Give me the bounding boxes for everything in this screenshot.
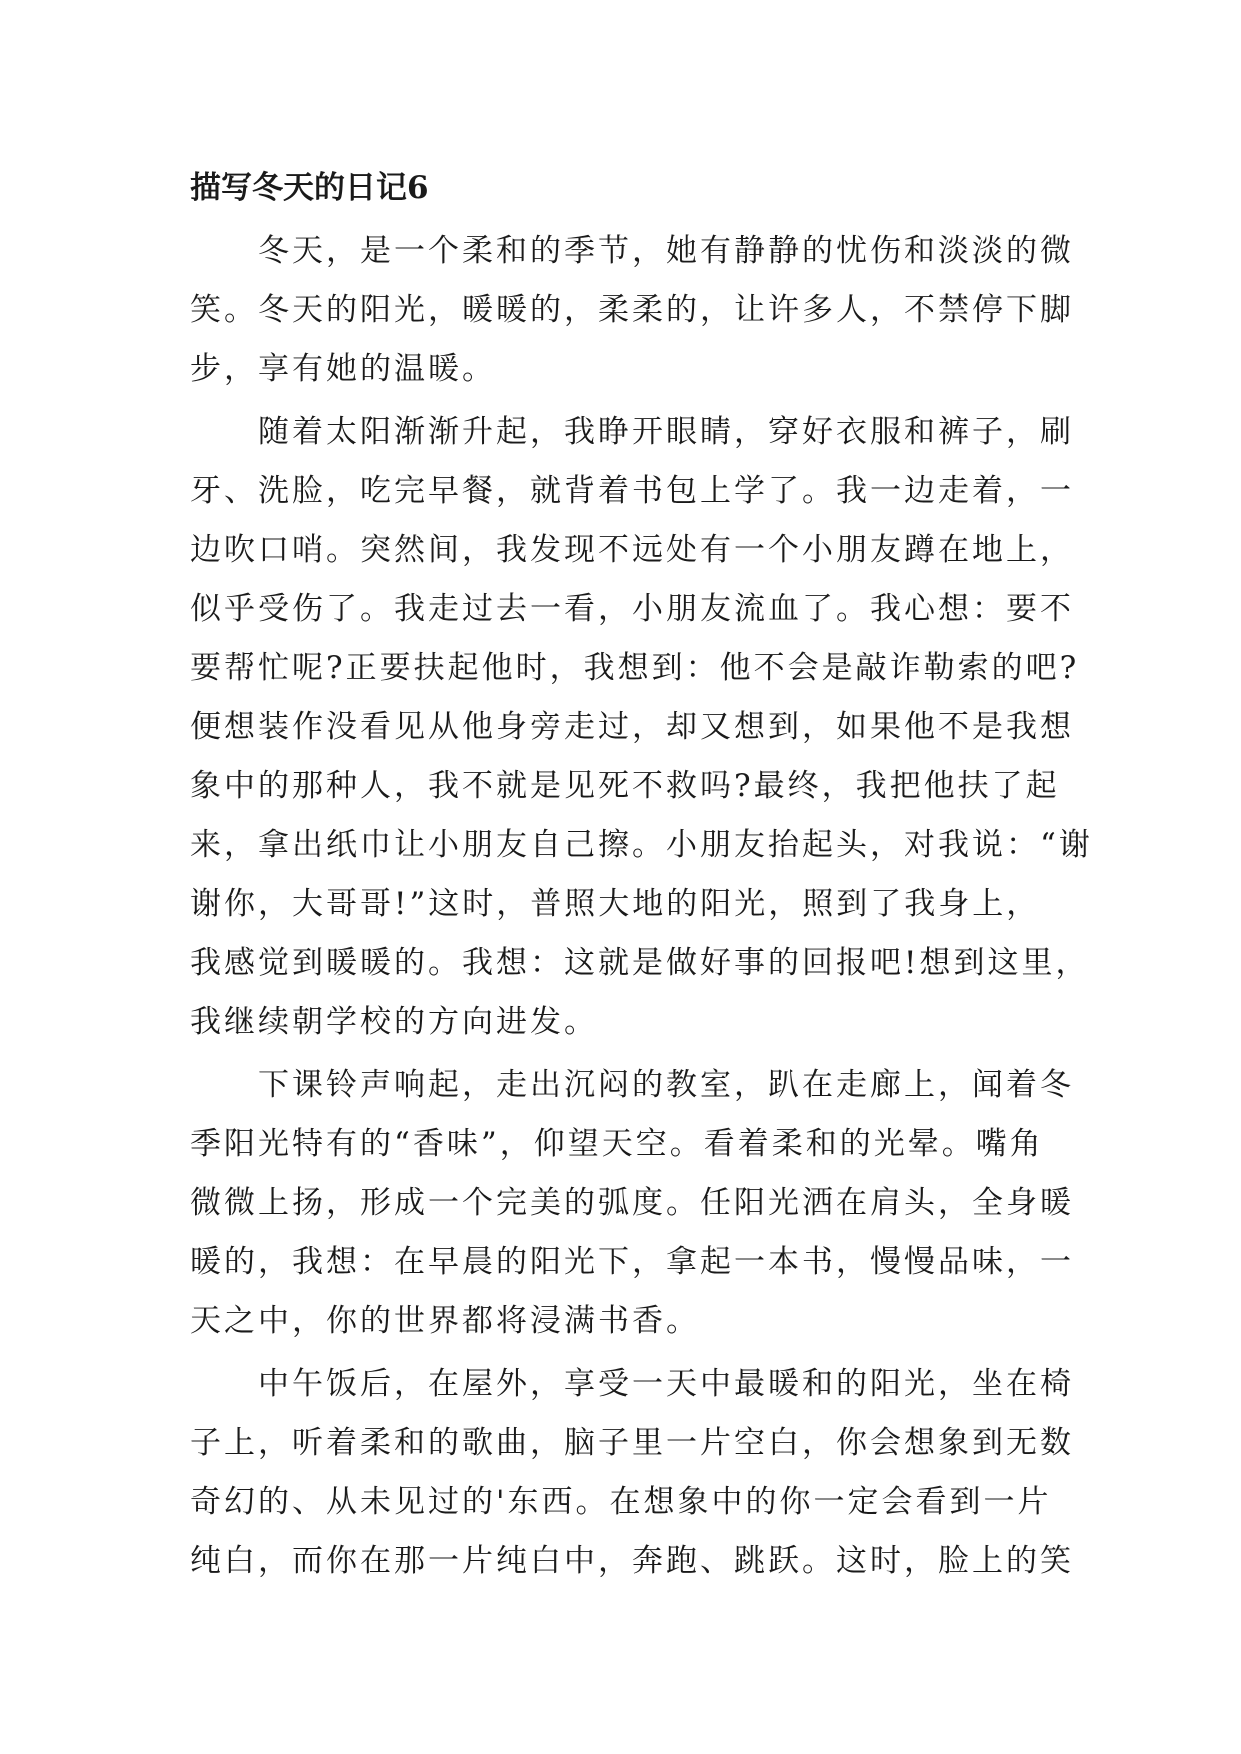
paragraph-1 <box>190 222 1074 399</box>
text-line: 要帮忙呢?正要扶起他时，我想到：他不会是敲诈勒索的吧? <box>190 650 1080 686</box>
text-line: 来，拿出纸巾让小朋友自己擦。小朋友抬起头，对我说：“谢 <box>190 827 1093 863</box>
text-line: 便想装作没看见从他身旁走过，却又想到，如果他不是我想 <box>190 709 1074 745</box>
text-line: 中午饭后，在屋外，享受一天中最暖和的阳光，坐在椅 <box>258 1366 1074 1402</box>
text-line: 象中的那种人，我不就是见死不救吗?最终，我把他扶了起 <box>190 768 1060 804</box>
text-line: 下课铃声响起，走出沉闷的教室，趴在走廊上，闻着冬 <box>258 1067 1074 1103</box>
document-title: 描写冬天的日记6 <box>190 170 429 206</box>
text-line: 微微上扬，形成一个完美的弧度。任阳光洒在肩头，全身暖 <box>190 1185 1074 1221</box>
text-line: 天之中，你的世界都将浸满书香。 <box>190 1303 700 1339</box>
text-line: 纯白，而你在那一片纯白中，奔跑、跳跃。这时，脸上的笑 <box>190 1543 1074 1579</box>
text-line: 似乎受伤了。我走过去一看，小朋友流血了。我心想：要不 <box>190 591 1074 627</box>
paragraph-2 <box>190 403 1093 1052</box>
text-line: 暖的，我想：在早晨的阳光下，拿起一本书，慢慢品味，一 <box>190 1244 1074 1280</box>
text-line: 随着太阳渐渐升起，我睁开眼睛，穿好衣服和裤子，刷 <box>258 414 1074 450</box>
text-line: 奇幻的、从未见过的'东西。在想象中的你一定会看到一片 <box>190 1484 1052 1520</box>
text-line: 冬天，是一个柔和的季节，她有静静的忧伤和淡淡的微 <box>258 233 1074 269</box>
document-page <box>190 160 1093 1591</box>
paragraph-4 <box>190 1355 1074 1591</box>
paragraph-3 <box>190 1056 1074 1351</box>
text-line: 季阳光特有的“香味”，仰望天空。看着柔和的光晕。嘴角 <box>190 1126 1044 1162</box>
text-line: 谢你，大哥哥!”这时，普照大地的阳光，照到了我身上， <box>190 886 1041 922</box>
text-line: 牙、洗脸，吃完早餐，就背着书包上学了。我一边走着，一 <box>190 473 1074 509</box>
text-line: 边吹口哨。突然间，我发现不远处有一个小朋友蹲在地上， <box>190 532 1074 568</box>
text-line: 子上，听着柔和的歌曲，脑子里一片空白，你会想象到无数 <box>190 1425 1074 1461</box>
text-line: 步，享有她的温暖。 <box>190 351 496 387</box>
text-line: 我继续朝学校的方向进发。 <box>190 1004 598 1040</box>
text-line: 我感觉到暖暖的。我想：这就是做好事的回报吧!想到这里， <box>190 945 1090 981</box>
text-line: 笑。冬天的阳光，暖暖的，柔柔的，让许多人，不禁停下脚 <box>190 292 1074 328</box>
